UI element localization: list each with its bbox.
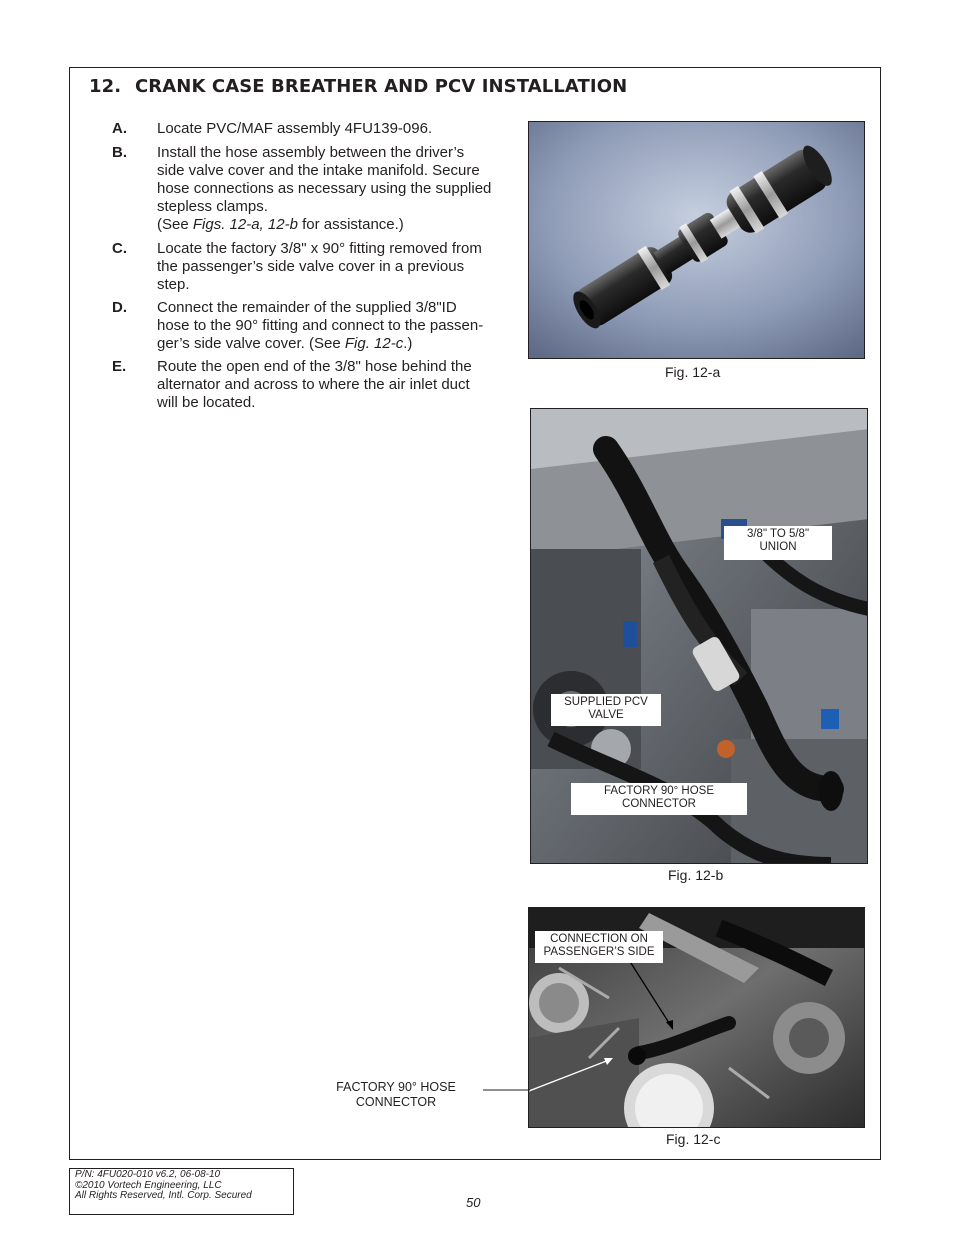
figure-12b-caption: Fig. 12-b: [668, 867, 724, 883]
step-text-last: [157, 335, 512, 353]
callout-line: CONNECTOR: [622, 798, 696, 810]
step-letter: A.: [112, 120, 127, 137]
step-text: will be located.: [157, 394, 256, 411]
step-text: step.: [157, 276, 190, 293]
step-text: hose connections as necessary using the supplied: [157, 180, 492, 197]
step-text: the passenger’s side valve cover in a previous: [157, 258, 465, 275]
figure-12b-engine-photo: [530, 408, 868, 864]
callout-line: CONNECTOR: [355, 1095, 437, 1109]
callout-line: 3/8" TO 5/8": [746, 528, 810, 540]
step-text: Install the hose assembly between the driver’s: [157, 144, 465, 161]
part-number: P/N: 4FU020-010 v6.2, 06-08-10: [75, 1169, 221, 1180]
page-number: 50: [466, 1195, 481, 1210]
figure-12a-hose-render: [528, 121, 865, 359]
step-letter: B.: [112, 144, 127, 161]
figure-refs: Figs. 12-a, 12-b: [192, 216, 298, 233]
figure-12c-caption: Fig. 12-c: [666, 1131, 721, 1147]
callout-line: FACTORY 90° HOSE: [603, 785, 715, 797]
note-suffix: for assistance.): [297, 216, 404, 233]
text-suffix: .): [403, 335, 413, 352]
step-text: Locate PVC/MAF assembly 4FU139-096.: [157, 120, 433, 137]
callout-line: UNION: [759, 541, 797, 553]
figure-refs: Fig. 12-c: [344, 335, 404, 352]
callout-line: FACTORY 90° HOSE: [336, 1080, 456, 1094]
step-text: Route the open end of the 3/8" hose behind the: [157, 358, 472, 375]
step-text: alternator and across to where the air inlet duct: [157, 376, 470, 393]
section-title: CRANK CASE BREATHER AND PCV INSTALLATION: [135, 76, 628, 97]
callout-leader-line: [480, 1085, 530, 1095]
callout-line: VALVE: [588, 709, 624, 721]
rights-notice: All Rights Reserved, Intl. Corp. Secured: [75, 1190, 252, 1201]
note-prefix: (See: [157, 216, 193, 233]
section-number: 12.: [89, 76, 122, 97]
callout-passenger-connection: [535, 931, 663, 963]
text-prefix: ger’s side valve cover. (See: [157, 335, 345, 352]
step-text: Locate the factory 3/8" x 90° fitting removed from: [157, 240, 482, 257]
callout-line: CONNECTION ON: [550, 933, 648, 945]
step-text: side valve cover and the intake manifold. Secure: [157, 162, 480, 179]
section-heading: [89, 76, 627, 97]
callout-line: SUPPLIED PCV: [564, 696, 648, 708]
callout-factory-connector-outside: [330, 1080, 462, 1110]
step-letter: D.: [112, 299, 127, 316]
step-text: stepless clamps.: [157, 198, 268, 215]
step-letter: C.: [112, 240, 127, 257]
step-letter: E.: [112, 358, 127, 375]
hose-assembly-illustration: [529, 122, 865, 359]
footer-document-info: [69, 1168, 294, 1215]
figure-12a-caption: Fig. 12-a: [665, 364, 721, 380]
copyright: ©2010 Vortech Engineering, LLC: [75, 1179, 222, 1191]
callout-line: PASSENGER’S SIDE: [543, 946, 655, 958]
callout-union: [724, 526, 832, 560]
step-text: hose to the 90° fitting and connect to the passen-: [157, 317, 484, 334]
step-text: Connect the remainder of the supplied 3/8"ID: [157, 299, 457, 316]
figure-reference-note: [157, 216, 512, 234]
callout-pcv-valve: [551, 694, 661, 726]
figure-12c-passenger-photo: [528, 907, 865, 1128]
callout-factory-connector: [571, 783, 747, 815]
